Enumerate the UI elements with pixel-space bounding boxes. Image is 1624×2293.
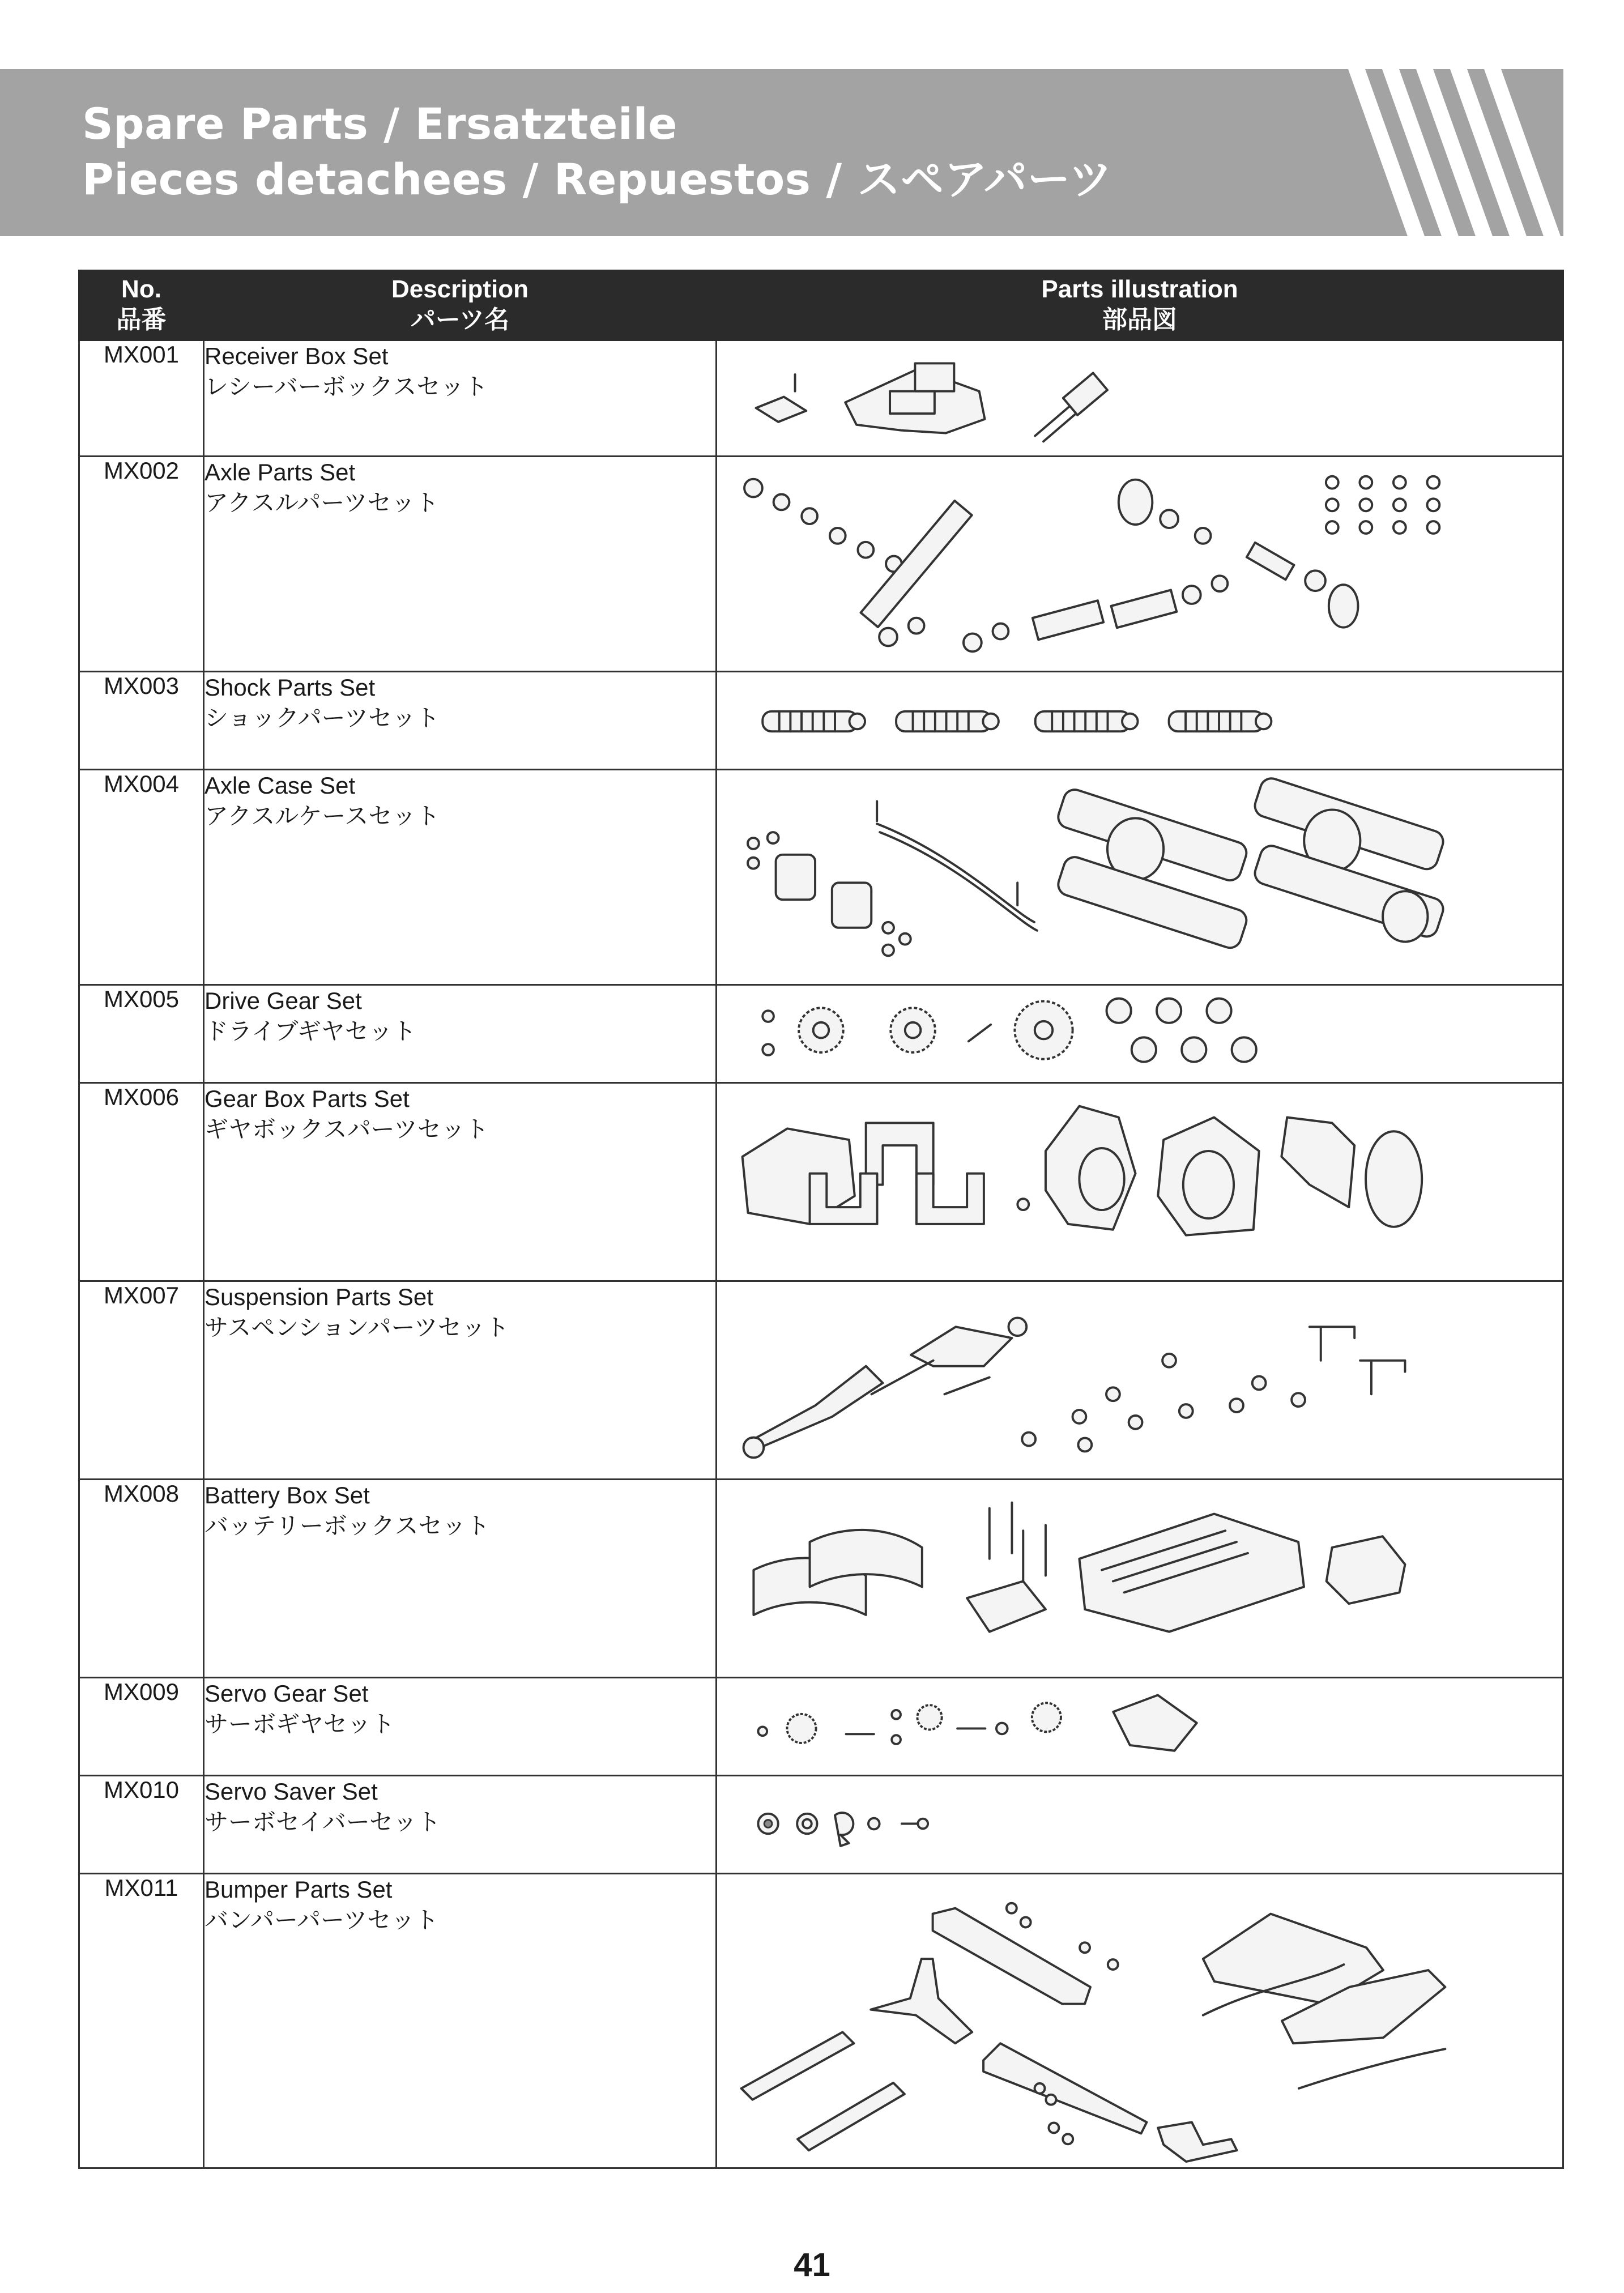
shock-parts-illustration xyxy=(717,672,1562,769)
parts-illustration xyxy=(717,1281,1563,1480)
table-row xyxy=(79,1678,1563,1776)
table-row xyxy=(79,1480,1563,1678)
part-description: Shock Parts Set ショックパーツセット xyxy=(204,672,717,770)
table-row xyxy=(79,985,1563,1083)
parts-illustration xyxy=(717,1776,1563,1874)
table-row xyxy=(79,1281,1563,1480)
col-header-description: Description パーツ名 xyxy=(204,271,717,340)
battery-box-illustration xyxy=(717,1480,1562,1677)
part-description: Servo Saver Set サーボセイバーセット xyxy=(204,1776,717,1874)
title-line-2: Pieces detachees / Repuestos / スペアパーツ xyxy=(82,154,1112,204)
part-number: MX003 xyxy=(79,672,204,770)
part-number: MX005 xyxy=(79,985,204,1083)
table-row xyxy=(79,1874,1563,2168)
parts-illustration xyxy=(717,770,1563,985)
col-header-illustration: Parts illustration 部品図 xyxy=(717,271,1563,340)
suspension-parts-illustration xyxy=(717,1282,1562,1478)
table-row xyxy=(79,672,1563,770)
table-row xyxy=(79,457,1563,672)
servo-gear-illustration xyxy=(717,1678,1562,1775)
parts-illustration xyxy=(717,457,1563,672)
parts-illustration xyxy=(717,1480,1563,1678)
parts-illustration xyxy=(717,1874,1563,2168)
part-description: Battery Box Set バッテリーボックスセット xyxy=(204,1480,717,1678)
parts-illustration xyxy=(717,672,1563,770)
part-description: Servo Gear Set サーボギヤセット xyxy=(204,1678,717,1776)
axle-case-illustration xyxy=(717,770,1562,984)
page-title xyxy=(82,96,1112,207)
table-row xyxy=(79,1083,1563,1281)
part-number: MX008 xyxy=(79,1480,204,1678)
header-stripes xyxy=(1337,69,1575,236)
bumper-parts-illustration xyxy=(717,1874,1562,2167)
part-description: Axle Case Set アクスルケースセット xyxy=(204,770,717,985)
receiver-box-illustration xyxy=(717,341,1562,455)
servo-saver-illustration xyxy=(717,1776,1562,1873)
parts-illustration xyxy=(717,985,1563,1083)
part-description: Axle Parts Set アクスルパーツセット xyxy=(204,457,717,672)
part-description: Drive Gear Set ドライブギヤセット xyxy=(204,985,717,1083)
part-number: MX002 xyxy=(79,457,204,672)
axle-parts-illustration xyxy=(717,457,1562,671)
table-row xyxy=(79,1776,1563,1874)
col-header-no: No. 品番 xyxy=(79,271,204,340)
parts-illustration xyxy=(717,1083,1563,1281)
title-line-1: Spare Parts / Ersatzteile xyxy=(82,99,678,149)
parts-illustration xyxy=(717,340,1563,457)
part-number: MX010 xyxy=(79,1776,204,1874)
part-description: Receiver Box Set レシーバーボックスセット xyxy=(204,340,717,457)
page-number: 41 xyxy=(794,2247,830,2283)
part-number: MX007 xyxy=(79,1281,204,1480)
table-header-row xyxy=(79,271,1563,340)
parts-illustration xyxy=(717,1678,1563,1776)
part-description: Bumper Parts Set バンパーパーツセット xyxy=(204,1874,717,2168)
gear-box-parts-illustration xyxy=(717,1084,1562,1280)
spare-parts-table xyxy=(78,270,1564,2169)
part-number: MX009 xyxy=(79,1678,204,1776)
part-number: MX004 xyxy=(79,770,204,985)
drive-gear-illustration xyxy=(717,986,1562,1082)
part-number: MX001 xyxy=(79,340,204,457)
part-description: Suspension Parts Set サスペンションパーツセット xyxy=(204,1281,717,1480)
table-row xyxy=(79,770,1563,985)
part-description: Gear Box Parts Set ギヤボックスパーツセット xyxy=(204,1083,717,1281)
part-number: MX006 xyxy=(79,1083,204,1281)
part-number: MX011 xyxy=(79,1874,204,2168)
table-row xyxy=(79,340,1563,457)
